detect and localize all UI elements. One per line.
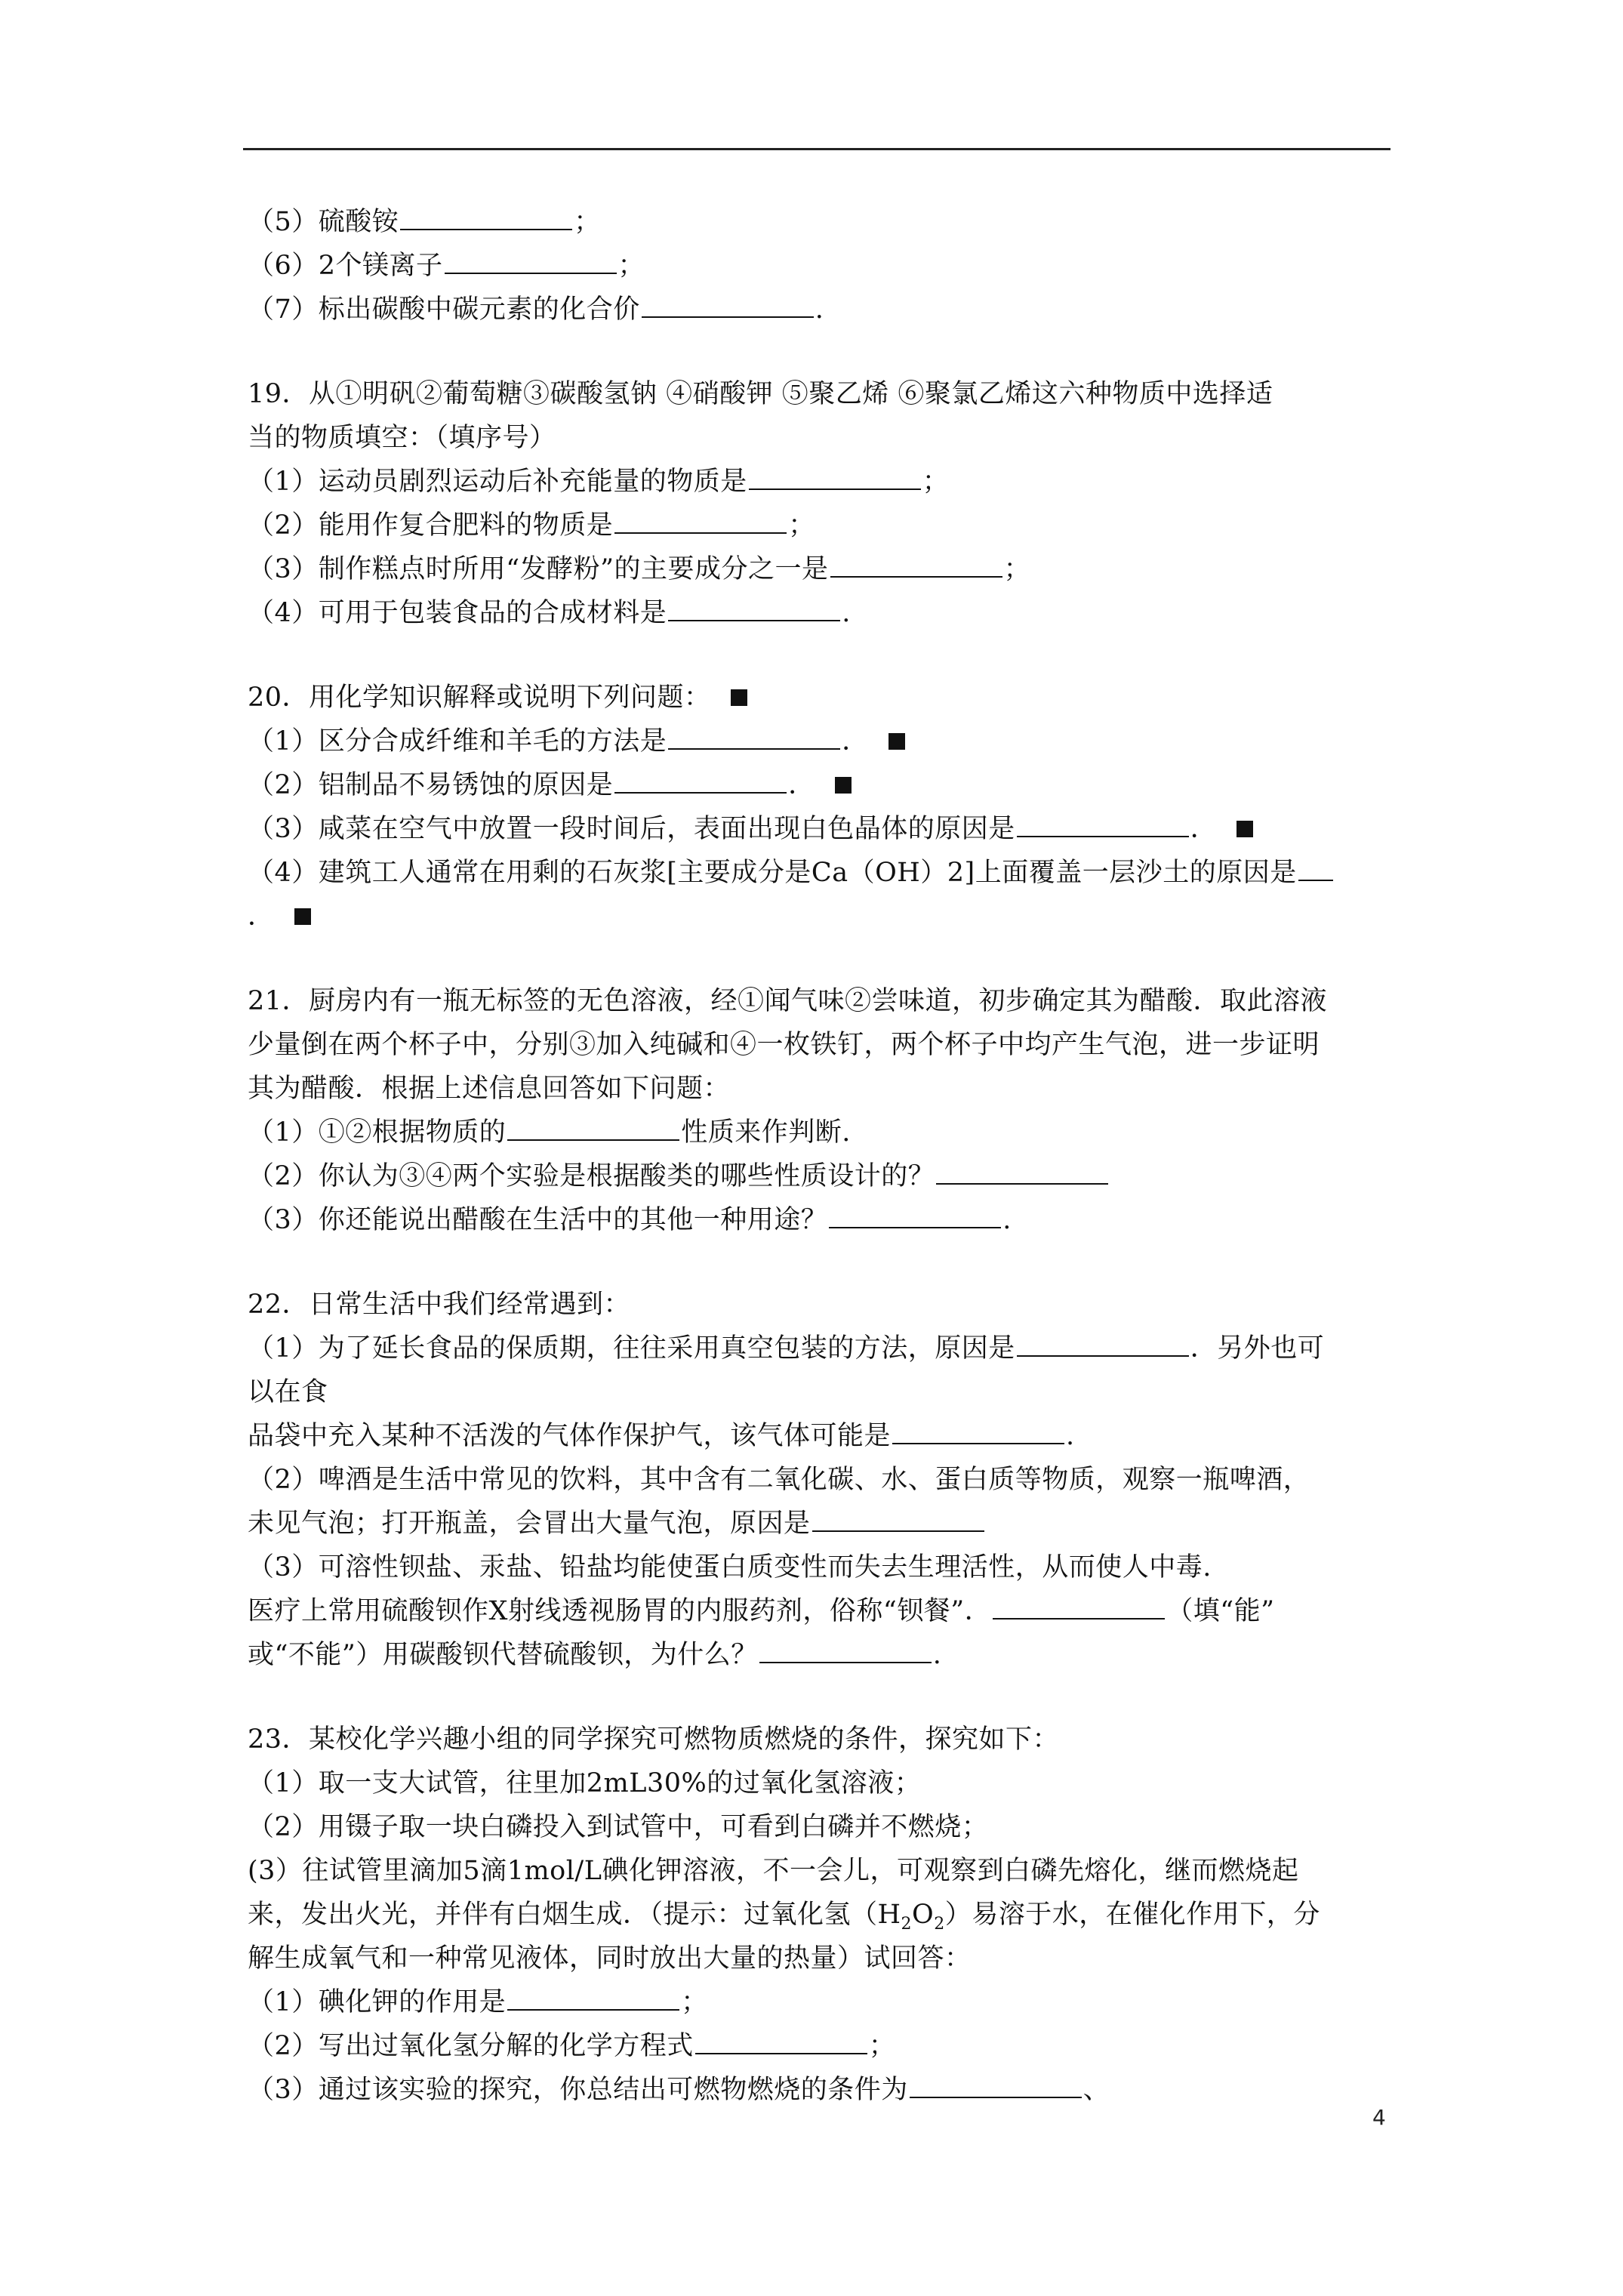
q21-stem-line2: 少量倒在两个杯子中，分别③加入纯碱和④一枚铁钉，两个杯子中均产生气泡，进一步证明 <box>248 1030 1320 1060</box>
black-square-mark <box>1236 821 1253 837</box>
answer-blank[interactable] <box>910 2074 1082 2098</box>
q19-part4: （4）可用于包装食品的合成材料是 . <box>248 598 851 628</box>
q19-stem-line1: 19．从①明矾②葡萄糖③碳酸氢钠 ④硝酸钾 ⑤聚乙烯 ⑥聚氯乙烯这六种物质中选择适 <box>248 379 1273 409</box>
q23-step3-line3: 解生成氧气和一种常见液体，同时放出大量的热量）试回答： <box>248 1943 972 1974</box>
q21-stem-line3: 其为醋酸．根据上述信息回答如下问题： <box>248 1074 731 1104</box>
answer-blank[interactable] <box>892 1420 1064 1444</box>
black-square-mark <box>835 777 852 794</box>
q20-stem: 20．用化学知识解释或说明下列问题： <box>248 681 747 714</box>
q23-step3-line1: (3）往试管里滴加5滴1mol/L碘化钾溶液，不一会儿，可观察到白磷先熔化，继而燃烧起 <box>248 1856 1299 1886</box>
answer-blank[interactable] <box>614 510 787 534</box>
black-square-mark <box>888 733 905 750</box>
q20-part4-line1: （4）建筑工人通常在用剩的石灰浆[主要成分是Ca（OH）2]上面覆盖一层沙土的原因是 <box>248 856 1335 889</box>
q23-answer1: （1）碘化钾的作用是 ； <box>248 1987 708 2017</box>
answer-blank[interactable] <box>668 726 840 750</box>
q19-part3: （3）制作糕点时所用“发酵粉”的主要成分之一是 ； <box>248 554 1031 584</box>
answer-blank[interactable] <box>614 769 787 794</box>
q23-step1: （1）取一支大试管，往里加2mL30%的过氧化氢溶液； <box>248 1768 922 1798</box>
answer-blank[interactable] <box>993 1595 1165 1620</box>
answer-blank[interactable] <box>830 553 1002 578</box>
q19-part1: （1）运动员剧烈运动后补充能量的物质是 ； <box>248 467 950 497</box>
q22-stem: 22．日常生活中我们经常遇到： <box>248 1290 631 1320</box>
q22-part2-line2: 未见气泡；打开瓶盖，会冒出大量气泡，原因是 <box>248 1507 986 1540</box>
q22-part1-line3: 品袋中充入某种不活泼的气体作保护气，该气体可能是 . <box>248 1421 1075 1451</box>
q22-part3-line2: 医疗上常用硫酸钡作X射线透视肠胃的内服药剂，俗称“钡餐”． （填“能” <box>248 1596 1275 1626</box>
q23-answer3: （3）通过该实验的探究，你总结出可燃物燃烧的条件为 、 <box>248 2075 1110 2105</box>
answer-blank[interactable] <box>668 597 840 621</box>
q21-stem-line1: 21．厨房内有一瓶无标签的无色溶液，经①闻气味②尝味道，初步确定其为醋酸．取此溶液 <box>248 986 1328 1016</box>
q23-answer2: （2）写出过氧化氢分解的化学方程式 ； <box>248 2031 896 2061</box>
q18-part6: （6）2个镁离子 ； <box>248 251 645 281</box>
q23-step2: （2）用镊子取一块白磷投入到试管中，可看到白磷并不燃烧； <box>248 1812 989 1842</box>
q20-part2: （2）铝制品不易锈蚀的原因是 ． <box>248 769 852 802</box>
q22-part1-line1: （1）为了延长食品的保质期，往往采用真空包装的方法，原因是 ．另外也可 <box>248 1333 1325 1364</box>
q20-part4-line2: ． <box>248 900 311 933</box>
answer-blank[interactable] <box>759 1639 932 1663</box>
q19-stem-line2: 当的物质填空：（填序号） <box>248 423 556 453</box>
q23-stem: 23．某校化学兴趣小组的同学探究可燃物质燃烧的条件，探究如下： <box>248 1724 1060 1755</box>
q21-part3: （3）你还能说出醋酸在生活中的其他一种用途？ . <box>248 1205 1012 1235</box>
answer-blank[interactable] <box>812 1508 984 1532</box>
q23-step3-line2: 来，发出火光，并伴有白烟生成．（提示：过氧化氢$(H_2O_2)$易溶于水，在催化作用下，分 <box>248 1900 1320 1934</box>
answer-blank[interactable] <box>507 1986 679 2011</box>
q18-part5: （5）硫酸铵 ； <box>248 207 601 237</box>
black-square-mark <box>294 908 311 925</box>
q22-part3-line1: （3）可溶性钡盐、汞盐、铅盐均能使蛋白质变性而失去生理活性，从而使人中毒. <box>248 1552 1212 1583</box>
answer-blank[interactable] <box>936 1160 1108 1185</box>
answer-blank[interactable] <box>1017 1333 1189 1357</box>
answer-blank[interactable] <box>445 250 617 274</box>
answer-blank[interactable] <box>749 466 921 490</box>
q20-part1: （1）区分合成纤维和羊毛的方法是 ． <box>248 725 905 758</box>
answer-blank[interactable] <box>695 2030 867 2054</box>
q22-part2-line1: （2）啤酒是生活中常见的饮料，其中含有二氧化碳、水、蛋白质等物质，观察一瓶啤酒， <box>248 1465 1310 1495</box>
q19-part2: （2）能用作复合肥料的物质是 ； <box>248 510 815 541</box>
answer-blank[interactable] <box>829 1204 1001 1228</box>
page-number: 4 <box>1372 2105 1386 2130</box>
answer-blank[interactable] <box>642 294 814 318</box>
q18-part7: （7）标出碳酸中碳元素的化合价 . <box>248 294 824 325</box>
q21-part1: （1）①②根据物质的 性质来作判断. <box>248 1117 851 1148</box>
answer-blank[interactable] <box>1017 813 1189 837</box>
q21-part2: （2）你认为③④两个实验是根据酸类的哪些性质设计的？ <box>248 1160 1110 1193</box>
q20-part3: （3）咸菜在空气中放置一段时间后，表面出现白色晶体的原因是 ． <box>248 812 1253 846</box>
q22-part3-line3: 或“不能”）用碳酸钡代替硫酸钡，为什么？ . <box>248 1640 942 1670</box>
answer-blank[interactable] <box>507 1117 679 1141</box>
answer-blank[interactable] <box>1298 857 1333 881</box>
answer-blank[interactable] <box>400 206 572 230</box>
q22-part1-line2: 以在食 <box>248 1377 328 1407</box>
black-square-mark <box>731 689 747 706</box>
header-rule <box>243 148 1390 150</box>
